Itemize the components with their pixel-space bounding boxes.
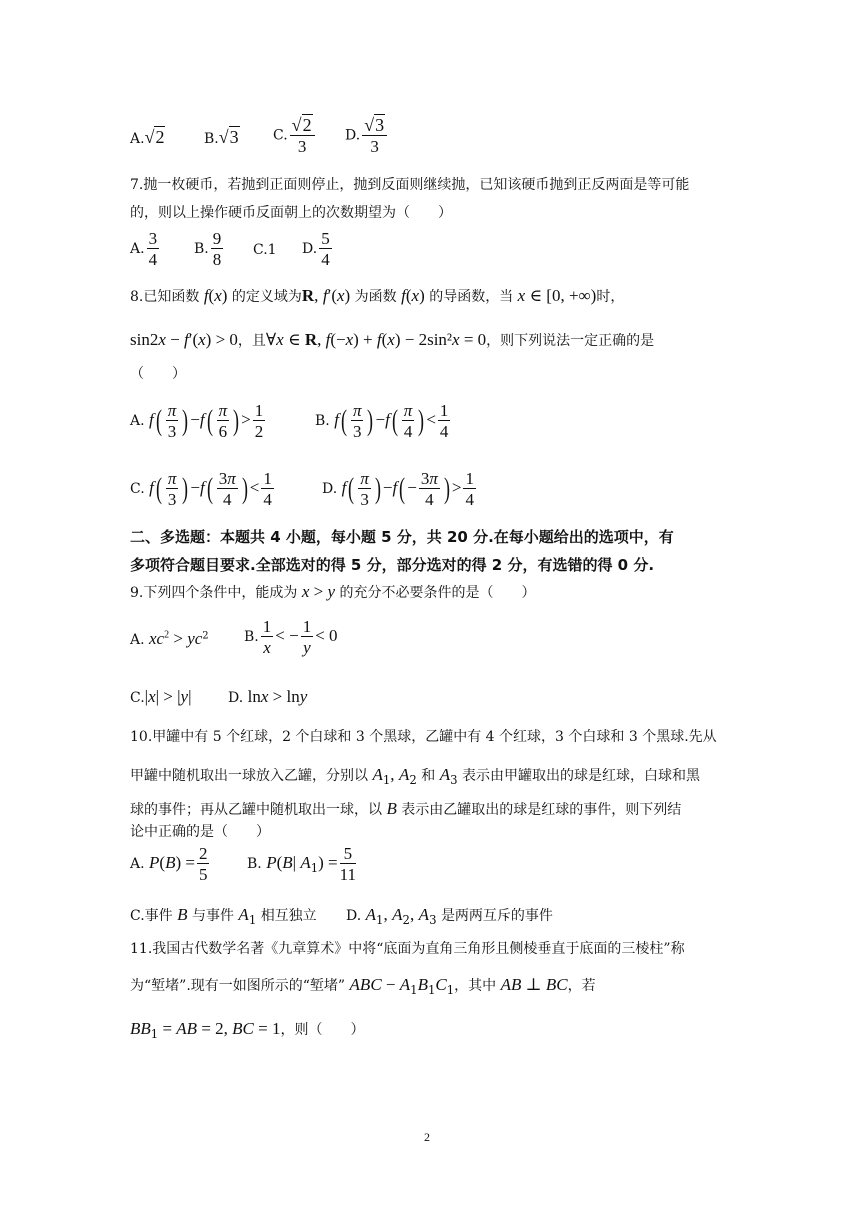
q7-option-d: D. $\frac{5}{4}$ — [302, 229, 330, 269]
q10-option-b: B. P(B| $A_1$) = $\frac{5}{11}$ — [247, 844, 356, 884]
q9-option-c: C.|x| > |y| — [130, 687, 192, 706]
section2-heading-line1: 二、多选题：本题共 4 小题，每小题 5 分，共 20 分.在每小题给出的选项中，有 — [130, 528, 674, 546]
q6-option-b: B.√3 — [204, 127, 239, 147]
q7-stem-line2: 的，则以上操作硬币反面朝上的次数期望为（ ） — [130, 205, 452, 221]
q7-option-c: C.1 — [253, 242, 277, 258]
q8-stem-line2: sin2x − f′(x) > 0，且∀x ∈ R, f(−x) + f(x) − 2sin²x = 0，则下列说法一定正确的是 — [130, 330, 655, 349]
q10-stem-line4: 论中正确的是（ ） — [130, 824, 270, 840]
q9-option-a: A. $xc^2 > yc^2$ — [130, 629, 209, 648]
q10-stem-line1: 10.甲罐中有 5 个红球，2 个白球和 3 个黑球，乙罐中有 4 个红球，3 个白球和 3 个黑球.先从 — [130, 729, 717, 745]
q10-stem-line3: 球的事件；再从乙罐中随机取出一球，以 B 表示由乙罐取出的球是红球的事件，则下列结 — [130, 799, 682, 818]
page-number: 2 — [424, 1130, 430, 1144]
q8-option-b: B. f( $\frac{\pi}{3}$ ) −f( $\frac{\pi}{4}$ ) < $\frac{1}{4}$ — [315, 401, 449, 441]
q9-option-b: B. $\frac{1}{x}$ < − $\frac{1}{y}$ < 0 — [244, 617, 338, 657]
q8-option-d: D. f( $\frac{\pi}{3}$ ) −f( − $\frac{3\pi}{4}$ ) > $\frac{1}{4}$ — [322, 469, 474, 509]
q10-option-c: C.事件 B 与事件 $A_1$ 相互独立 — [130, 905, 317, 927]
q8-option-a: A. f( $\frac{\pi}{3}$ ) −f( $\frac{\pi}{6}$ ) > $\frac{1}{2}$ — [130, 401, 264, 441]
q8-option-c: C. f( $\frac{\pi}{3}$ ) −f( $\frac{3\pi}{4}$ ) < $\frac{1}{4}$ — [130, 469, 272, 509]
q7-option-a: A. $\frac{3}{4}$ — [130, 229, 158, 269]
q10-option-a: A. P(B) = $\frac{2}{5}$ — [130, 844, 208, 884]
q8-stem-line1: 8.已知函数 f(x) 的定义域为R, f′(x) 为函数 f(x) 的导函数，当 x ∈ [0, +∞)时， — [130, 286, 625, 305]
q9-stem: 9.下列四个条件中，能成为 x > y 的充分不必要条件的是（ ） — [130, 582, 536, 601]
q10-option-d: D. $A_1$, $A_2$, $A_3$ 是两两互斥的事件 — [346, 905, 553, 927]
q6-option-d: D. $\frac{√3}{3}$ — [345, 116, 389, 155]
q10-stem-line2: 甲罐中随机取出一球放入乙罐，分别以 $A_1$, $A_2$ 和 $A_3$ 表示由甲罐取出的球是红球，白球和黑 — [130, 765, 700, 787]
q8-stem-line3: （ ） — [130, 366, 186, 382]
q9-option-d: D. lnx > lny — [228, 687, 308, 706]
q11-stem-line1: 11.我国古代数学名著《九章算术》中将“底面为直角三角形且侧棱垂直于底面的三棱柱”称 — [130, 941, 685, 957]
section2-heading-line2: 多项符合题目要求.全部选对的得 5 分，部分选对的得 2 分，有选错的得 0 分. — [130, 556, 655, 574]
q6-option-a: A.√2 — [130, 127, 165, 147]
q11-stem-line3: $BB_1$ = AB = 2, BC = 1，则（ ） — [130, 1019, 365, 1041]
q7-option-b: B. $\frac{9}{8}$ — [194, 229, 222, 269]
q6-option-c: C. $\frac{√2}{3}$ — [273, 116, 317, 155]
q11-stem-line2: 为“堑堵”.现有一如图所示的“堑堵” ABC − $A_1B_1C_1$，其中 AB ⊥ BC，若 — [130, 975, 596, 997]
q7-stem-line1: 7.抛一枚硬币，若抛到正面则停止，抛到反面则继续抛，已知该硬币抛到正反两面是等可能 — [130, 177, 690, 193]
